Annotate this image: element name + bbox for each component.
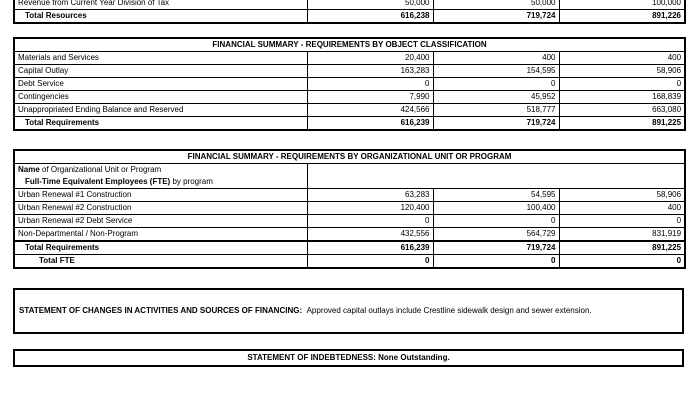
row-label: Debt Service xyxy=(14,78,307,91)
name-header-cell xyxy=(14,164,307,177)
table-row xyxy=(14,228,685,242)
changes-statement xyxy=(19,306,592,315)
total-value: 616,239 xyxy=(307,117,433,131)
cell-value: 564,729 xyxy=(433,228,559,242)
cell-value: 0 xyxy=(559,78,685,91)
total-requirements-row xyxy=(14,241,685,255)
cell-value: 50,000 xyxy=(307,0,433,10)
table-row xyxy=(14,65,685,78)
table-row xyxy=(14,52,685,65)
table-row xyxy=(14,78,685,91)
table-header xyxy=(14,150,685,164)
table-row xyxy=(14,202,685,215)
section-title: FINANCIAL SUMMARY - REQUIREMENTS BY OBJECT CLASSIFICATION xyxy=(14,38,685,52)
total-fte-label: Total FTE xyxy=(14,255,307,269)
cell-value: 400 xyxy=(433,52,559,65)
cell-value: 120,400 xyxy=(307,202,433,215)
total-label: Total Requirements xyxy=(14,241,307,255)
total-value: 891,225 xyxy=(559,241,685,255)
cell-value: 0 xyxy=(559,215,685,228)
row-label: Capital Outlay xyxy=(14,65,307,78)
row-label: Non-Departmental / Non-Program xyxy=(14,228,307,242)
cell-value: 518,777 xyxy=(433,104,559,117)
row-label: Materials and Services xyxy=(14,52,307,65)
row-label: Unappropriated Ending Balance and Reserved xyxy=(14,104,307,117)
cell-value: 0 xyxy=(433,78,559,91)
row-label: Revenue from Current Year Division of Tax xyxy=(14,0,307,10)
cell-value: 0 xyxy=(307,215,433,228)
cell-value: 168,839 xyxy=(559,91,685,104)
name-rest: of Organizational Unit or Program xyxy=(39,165,162,174)
total-value: 719,724 xyxy=(433,241,559,255)
org-unit-table xyxy=(13,149,686,269)
cell-value: 154,595 xyxy=(433,65,559,78)
cell-value: 400 xyxy=(559,52,685,65)
cell-value: 20,400 xyxy=(307,52,433,65)
name-header-row xyxy=(14,164,685,177)
cell-value: 45,952 xyxy=(433,91,559,104)
cell-value: 0 xyxy=(307,78,433,91)
total-value: 719,724 xyxy=(433,10,559,24)
cell-value: 63,283 xyxy=(307,189,433,202)
total-fte-row xyxy=(14,255,685,269)
cell-value: 50,000 xyxy=(433,0,559,10)
indebtedness-statement: STATEMENT OF INDEBTEDNESS: None Outstanding. xyxy=(247,353,450,362)
cell-value: 663,080 xyxy=(559,104,685,117)
total-label: Total Requirements xyxy=(14,117,307,131)
row-label: Urban Renewal #2 Construction xyxy=(14,202,307,215)
cell-value: 7,990 xyxy=(307,91,433,104)
total-value: 616,239 xyxy=(307,241,433,255)
total-requirements-row xyxy=(14,117,685,131)
total-value: 719,724 xyxy=(433,117,559,131)
total-value: 891,226 xyxy=(559,10,685,24)
table-row xyxy=(14,189,685,202)
cell-value: 100,000 xyxy=(559,0,685,10)
total-fte-value: 0 xyxy=(433,255,559,269)
changes-label: STATEMENT OF CHANGES IN ACTIVITIES AND SOURCES OF FINANCING: xyxy=(19,306,303,315)
section-title: FINANCIAL SUMMARY - REQUIREMENTS BY ORGANIZATIONAL UNIT OR PROGRAM xyxy=(14,150,685,164)
cell-value: 400 xyxy=(559,202,685,215)
cell-value: 100,400 xyxy=(433,202,559,215)
row-label: Contingencies xyxy=(14,91,307,104)
total-fte-value: 0 xyxy=(307,255,433,269)
changes-text: Approved capital outlays include Crestline sidewalk design and sewer extension. xyxy=(306,306,592,315)
table-row xyxy=(14,104,685,117)
changes-statement-box xyxy=(13,288,684,334)
object-classification-table xyxy=(13,37,686,131)
table-header xyxy=(14,38,685,52)
cell-value: 432,556 xyxy=(307,228,433,242)
table-row xyxy=(14,215,685,228)
cell-value: 0 xyxy=(433,215,559,228)
resources-table xyxy=(13,0,686,24)
indebtedness-box xyxy=(13,349,684,367)
cell-value: 58,906 xyxy=(559,189,685,202)
name-bold: Name xyxy=(18,165,40,174)
row-label: Urban Renewal #2 Debt Service xyxy=(14,215,307,228)
cell-value: 424,566 xyxy=(307,104,433,117)
fte-header-cell xyxy=(14,176,307,189)
row-label: Urban Renewal #1 Construction xyxy=(14,189,307,202)
cell-value: 54,595 xyxy=(433,189,559,202)
table-row xyxy=(14,91,685,104)
total-value: 616,238 xyxy=(307,10,433,24)
total-resources-row xyxy=(14,10,685,24)
total-label: Total Resources xyxy=(14,10,307,24)
cell-value: 831,919 xyxy=(559,228,685,242)
fte-bold: Full-Time Equivalent Employees (FTE) xyxy=(25,177,171,186)
cell-value: 163,283 xyxy=(307,65,433,78)
cell-value: 58,906 xyxy=(559,65,685,78)
fte-rest: by program xyxy=(170,177,213,186)
total-fte-value: 0 xyxy=(559,255,685,269)
header-blank-cell xyxy=(307,164,685,189)
total-value: 891,225 xyxy=(559,117,685,131)
table-row xyxy=(14,0,685,10)
